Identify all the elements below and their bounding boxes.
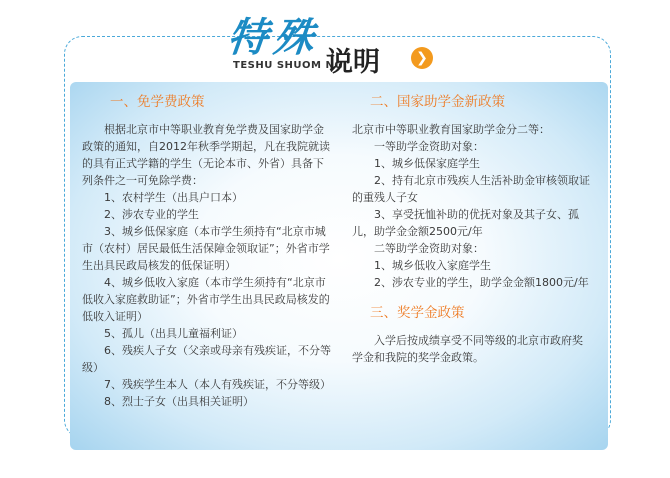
list-item: 8、烈士子女（出具相关证明） [104, 395, 254, 408]
list-item: 2、持有北京市残疾人生活补助金审核领取证的重残人子女 [352, 174, 590, 204]
scholarship-text: 入学后按成绩享受不同等级的北京市政府奖学金和我院的奖学金政策。 [352, 334, 583, 364]
list-item: 6、残疾人子女（父亲或母亲有残疾证，不分等级） [82, 344, 331, 374]
list-item: 1、城乡低保家庭学生 [374, 157, 480, 170]
second-class-label: 二等助学金资助对象： [374, 242, 484, 255]
list-item: 4、城乡低收入家庭（本市学生须持有“北京市低收入家庭救助证”；外省市学生出具民政局核发的低收入证明） [82, 276, 330, 323]
right-column [352, 92, 592, 366]
left-column [82, 92, 332, 410]
tuition-intro: 根据北京市中等职业教育免学费及国家助学金政策的通知，自2012年秋季学期起，凡在我院就读的具有正式学籍的学生（无论本市、外省）具备下列条件之一可免除学费： [82, 123, 330, 187]
list-item: 3、享受抚恤补助的优抚对象及其子女、孤儿，助学金金额2500元/年 [352, 208, 579, 238]
header-title-cn: 特殊 [225, 14, 323, 61]
header-title-pinyin: TESHU SHUOM NG [233, 60, 344, 71]
section-title-tuition: 一、免学费政策 [110, 94, 205, 110]
list-item: 3、城乡低保家庭（本市学生须持有“北京市城市（农村）居民最低生活保障金领取证”；外省市学生出具民政局核发的低保证明） [82, 225, 330, 272]
list-item: 2、涉农专业的学生 [104, 208, 199, 221]
list-item: 1、城乡低收入家庭学生 [374, 259, 491, 272]
section-title-grant: 二、国家助学金新政策 [370, 94, 505, 110]
section-title-scholarship: 三、奖学金政策 [370, 305, 465, 321]
list-item: 5、孤儿（出具儿童福利证） [104, 327, 243, 340]
first-class-label: 一等助学金资助对象： [374, 140, 484, 153]
list-item: 1、农村学生（出具户口本） [104, 191, 243, 204]
list-item: 2、涉农专业的学生，助学金金额1800元/年 [374, 276, 589, 289]
list-item: 7、残疾学生本人（本人有残疾证，不分等级） [104, 378, 331, 391]
grant-intro: 北京市中等职业教育国家助学金分二等： [352, 123, 550, 136]
chevron-right-icon[interactable]: ❯ [411, 47, 433, 69]
header-title-desc: 说明 [326, 47, 380, 78]
